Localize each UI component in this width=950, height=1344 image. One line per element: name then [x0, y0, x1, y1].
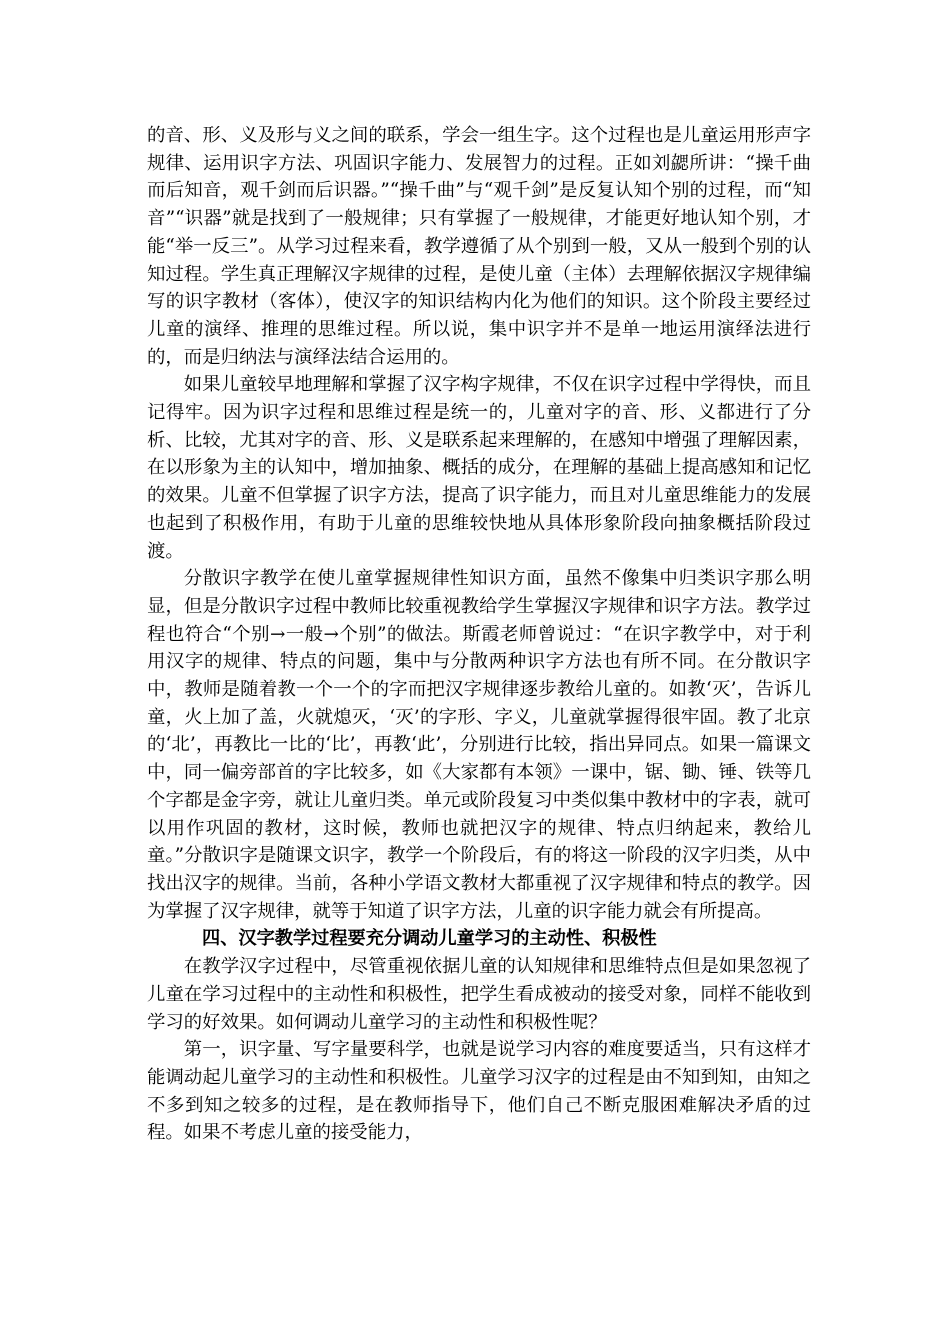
- paragraph-motivation-intro: 在教学汉字过程中，尽管重视依据儿童的认知规律和思维特点但是如果忽视了儿童在学习过程中的主动性和积极性，把学生看成被动的接受对象，同样不能收到学习的好效果。如何调动儿童学习的主动性和积极性呢？: [147, 956, 811, 1033]
- paragraph-dispersed-literacy: 分散识字教学在使儿童掌握规律性知识方面，虽然不像集中归类识字那么明显，但是分散识字过程中教师比较重视教给学生掌握汉字规律和识字方法。教学过程也符合“个别→一般→个别”的做法。斯霞老师曾说过：“在识字教学中，对于利用汉字的规律、特点的问题，集中与分散两种识字方法也有所不同。在分散识字中，教师是随着教一个一个的字而把汉字规律逐步教给儿童的。如教‘灭’，告诉儿童，火上加了盖，火就熄灭，‘灭’的字形、字义，儿童就掌握得很牢固。教了北京的‘北’，再教比一比的‘比’，再教‘此’，分别进行比较，指出异同点。如果一篇课文中，同一偏旁部首的字比较多，如《大家都有本领》一课中，锯、锄、锤、铁等几个字都是金字旁，就让儿童归类。单元或阶段复习中类似集中教材中的字表，就可以用作巩固的教材，这时候，教师也就把汉字的规律、特点归纳起来，教给儿童。”分散识字是随课文识字，教学一个阶段后，有的将这一阶段的汉字归类，从中找出汉字的规律。当前，各种小学语文教材大都重视了汉字规律和特点的教学。因为掌握了汉字规律，就等于知道了识字方法，儿童的识字能力就会有所提高。: [147, 568, 811, 922]
- paragraph-first-point: 第一，识字量、写字量要科学，也就是说学习内容的难度要适当，只有这样才能调动起儿童学习的主动性和积极性。儿童学习汉字的过程是由不知到知，由知之不多到知之较多的过程，是在教师指导下，他们自己不断克服困难解决矛盾的过程。如果不考虑儿童的接受能力，: [147, 1039, 811, 1144]
- document-body: [147, 122, 811, 1147]
- paragraph-continuation: 的音、形、义及形与义之间的联系，学会一组生字。这个过程也是儿童运用形声字规律、运用识字方法、巩固识字能力、发展智力的过程。正如刘勰所讲：“操千曲而后知音，观千剑而后识器。”“操千曲”与“观千剑”是反复认知个别的过程，而“知音”“识器”就是找到了一般规律；只有掌握了一般规律，才能更好地认知个别，才能“举一反三”。从学习过程来看，教学遵循了从个别到一般，又从一般到个别的认知过程。学生真正理解汉字规律的过程，是使儿童（主体）去理解依据汉字规律编写的识字教材（客体），使汉字的知识结构内化为他们的知识。这个阶段主要经过儿童的演绎、推理的思维过程。所以说，集中识字并不是单一地运用演绎法进行的，而是归纳法与演绎法结合运用的。: [147, 125, 811, 368]
- section-heading: 四、汉字教学过程要充分调动儿童学习的主动性、积极性: [202, 928, 657, 950]
- paragraph-recognition-rules: 如果儿童较早地理解和掌握了汉字构字规律，不仅在识字过程中学得快，而且记得牢。因为识字过程和思维过程是统一的，儿童对字的音、形、义都进行了分析、比较，尤其对字的音、形、义是联系起来理解的，在感知中增强了理解因素，在以形象为主的认知中，增加抽象、概括的成分，在理解的基础上提高感知和记忆的效果。儿童不但掌握了识字方法，提高了识字能力，而且对儿童思维能力的发展也起到了积极作用，有助于儿童的思维较快地从具体形象阶段向抽象概括阶段过渡。: [147, 374, 811, 562]
